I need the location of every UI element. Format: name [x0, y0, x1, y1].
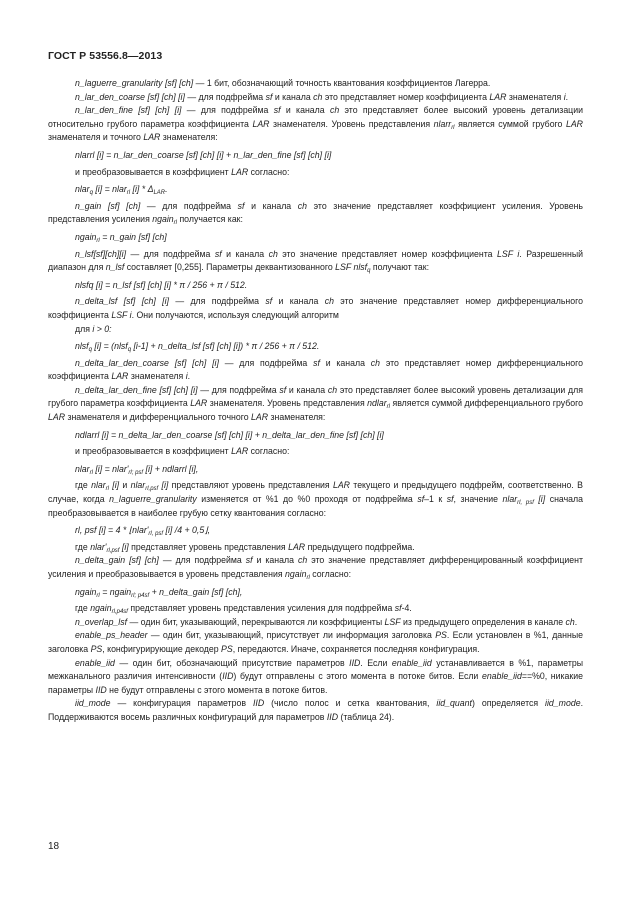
term: LAR	[251, 412, 269, 423]
paragraph-where-nlar-prev	[48, 541, 583, 555]
formula-nlsfq-delta	[48, 340, 583, 354]
subscript: LAR	[153, 190, 166, 197]
formula-part: nlar	[75, 184, 90, 195]
text: представляет уровень представления	[128, 541, 289, 552]
text: согласно:	[309, 569, 352, 579]
text: . Они получаются, используя следующий алгоритм	[131, 309, 339, 320]
term: nlar	[502, 494, 518, 505]
term: ch	[324, 296, 334, 307]
term: enable_iid	[481, 671, 522, 682]
text: предыдущего подфрейма.	[305, 541, 415, 552]
term: PS	[435, 630, 447, 641]
term: [i]	[109, 480, 120, 491]
text: и канала	[272, 91, 314, 102]
term: [i]	[158, 480, 169, 491]
term: n_lsf	[105, 262, 125, 273]
paragraph-enable-ps-header	[48, 629, 583, 656]
formula-ndlarrl: ndlarrl [i] = n_delta_lar_den_coarse [sf] [ch] [i] + n_delta_lar_den_fine [sf] [ch] [i]	[75, 429, 384, 440]
text: и канала	[280, 105, 330, 116]
term: LAR	[143, 132, 161, 143]
text: сначала преобразовывается в наиболее грубую сетку квантования согласно:	[48, 494, 583, 518]
formula-nlsfq: nlsfq [i] = n_lsf [sf] [ch] [i] * π / 256 + π / 512.	[75, 279, 248, 290]
text: — конфигурация параметров	[110, 698, 253, 709]
text: -4.	[401, 603, 412, 614]
subscript: rl,psf	[106, 547, 120, 554]
term: LSF i	[111, 309, 132, 320]
formula-part: ngain	[75, 231, 97, 242]
subscript: q	[88, 347, 92, 354]
formula-part: ngain	[75, 586, 97, 597]
text: — для подфрейма	[218, 357, 314, 368]
term: ngain	[285, 569, 307, 579]
term: n_lsf[sf][ch][i]	[75, 248, 127, 259]
subscript: rl,p4sf	[111, 609, 128, 616]
term: LSF nlsf	[335, 262, 368, 273]
formula-part: [i] * Δ	[130, 184, 154, 195]
text: и канала	[252, 555, 298, 566]
text: . Разрешенный диапазон для	[48, 248, 584, 273]
paragraph-condition	[48, 323, 583, 337]
term: sf	[265, 91, 273, 102]
term: sf	[245, 555, 253, 566]
term: LAR	[565, 118, 584, 129]
term: LSF	[384, 616, 401, 627]
text: –1 к	[424, 494, 447, 505]
term: n_delta_gain [sf] [ch]	[75, 555, 159, 566]
paragraph-where-nlar	[48, 479, 583, 520]
term: LAR	[231, 446, 249, 457]
text: это представляет более высокий уровень детализации для грубого параметра коэффициента	[48, 384, 583, 409]
paragraph-n-overlap-lsf	[48, 616, 583, 630]
formula-part: [i] = (nlsf	[91, 341, 128, 352]
term: LAR	[231, 166, 249, 177]
subscript: q	[127, 347, 132, 354]
subscript: rl; p4sf	[131, 592, 150, 599]
term: ch	[370, 357, 381, 368]
paragraph-lar-den-fine	[48, 104, 583, 145]
text: это значение представляет номер дифференциального коэффициента	[48, 296, 583, 320]
term: i	[185, 371, 188, 382]
term: enable_ps_header	[75, 630, 148, 641]
term: ch	[297, 200, 308, 211]
text: и канала	[272, 296, 325, 307]
term: i	[563, 91, 566, 102]
text: получают так:	[370, 262, 430, 273]
subscript: rl	[96, 592, 100, 599]
text: где	[75, 480, 92, 491]
text: . Поддерживаются восемь различных конфигураций для параметров	[48, 698, 583, 722]
text: и канала	[286, 384, 328, 395]
text: знаменателя. Уровень представления	[207, 398, 368, 409]
term: sf	[214, 248, 222, 259]
paragraph-n-delta-gain	[48, 554, 583, 581]
term: IID	[326, 711, 339, 722]
subscript: rl	[105, 486, 110, 493]
text: знаменателя и дифференциального точного	[65, 412, 252, 423]
term: ch	[565, 616, 575, 627]
text: для	[75, 323, 93, 334]
term: nlar'	[90, 541, 107, 552]
term: n_delta_lar_den_coarse [sf] [ch] [i]	[75, 357, 219, 368]
text: согласно:	[248, 446, 290, 457]
text: где	[75, 603, 91, 614]
text: .	[574, 616, 578, 627]
term: IID	[349, 657, 361, 668]
text: это значение представляет коэффициент усиления. Уровень представления усиления	[48, 200, 583, 225]
term: LAR	[332, 480, 350, 491]
term: sf	[237, 200, 245, 211]
subscript: rl,psf	[145, 486, 159, 493]
term: LAR	[288, 541, 306, 552]
term: n_laguerre_granularity [sf] [ch]	[75, 78, 194, 88]
subscript: rl	[386, 404, 390, 411]
text: — один бит, указывающий, присутствует ли информация заголовка	[147, 630, 436, 641]
text: текущего и предыдущего подфрейм, соответственно. В случае, когда	[48, 480, 583, 505]
text: . Если установлен в %1, данные заголовка	[48, 630, 583, 654]
subscript: rl	[306, 575, 310, 581]
text: ) будут отправлены с этого момента в потоке битов. Если	[233, 671, 482, 682]
formula-part: [i] = nlar	[92, 184, 127, 195]
formula-nlarrl-2	[48, 463, 583, 477]
term: sf	[279, 384, 287, 395]
term: i > 0:	[92, 323, 112, 334]
text: и канала	[221, 248, 269, 259]
term: LAR	[190, 398, 208, 409]
text: .	[187, 371, 191, 382]
formula-nlarrl: nlarrl [i] = n_lar_den_coarse [sf] [ch] [i] + n_lar_den_fine [sf] [ch] [i]	[75, 149, 332, 160]
text: — 1 бит, обозначающий точность квантования коэффициентов Лагерра.	[193, 78, 491, 88]
term: enable_iid	[391, 657, 432, 668]
text: и преобразовывается в коэффициент	[75, 446, 232, 457]
paragraph-n-gain	[48, 200, 583, 227]
term: IID	[222, 671, 234, 682]
text: — для подфрейма	[181, 105, 274, 116]
subscript: rl; psf	[128, 469, 144, 476]
text: , конфигурирующие декодер	[102, 643, 222, 654]
term: n_lar_den_coarse [sf] [ch] [i]	[75, 91, 185, 102]
paragraph-n-lsf	[48, 248, 583, 275]
text: . Если	[360, 657, 392, 668]
text: знаменателя:	[160, 132, 218, 143]
text: — для подфрейма	[168, 296, 266, 307]
text: получается как:	[177, 214, 243, 225]
term: PS	[90, 643, 103, 654]
term: IID	[252, 698, 265, 709]
term: ch	[297, 555, 308, 566]
term: n_delta_lsf [sf] [ch] [i]	[75, 296, 169, 307]
term: n_laguerre_granularity	[109, 494, 197, 505]
term: sf	[273, 105, 281, 116]
text: знаменателя	[128, 371, 186, 382]
subscript: q	[367, 268, 371, 275]
paragraph-n-delta-lsf	[48, 295, 583, 322]
paragraph-where-ngain	[48, 602, 583, 616]
subscript: rl	[89, 469, 93, 476]
term: [i]	[119, 541, 129, 552]
term: sf	[313, 357, 320, 368]
text: ) определяется	[471, 698, 546, 709]
paragraph-enable-iid	[48, 657, 583, 698]
formula-part: .	[165, 184, 168, 195]
formula-part: nlsf	[75, 341, 89, 352]
text: это значение представляет номер коэффициента	[277, 248, 497, 259]
term: n_delta_lar_den_fine [sf] [ch] [i]	[75, 384, 198, 395]
text: — один бит, обозначающий присутствие параметров	[114, 657, 350, 668]
term: iid_quant	[436, 698, 472, 709]
subscript: rl	[173, 220, 178, 227]
term: enable_iid	[75, 657, 115, 668]
formula-ngain-delta	[48, 586, 583, 600]
formula-part: nlar	[75, 463, 90, 474]
term: iid_mode	[75, 698, 111, 709]
text: это представляет номер коэффициента	[322, 91, 490, 102]
text: знаменателя и точного	[48, 132, 144, 143]
term: LAR	[489, 91, 507, 102]
formula-ngain	[48, 231, 583, 245]
subscript: rl	[96, 237, 100, 244]
term: ch	[313, 91, 323, 102]
text: является суммой грубого	[454, 118, 566, 129]
term: PS	[221, 643, 233, 654]
text: согласно:	[248, 166, 290, 177]
formula-part: rl, psf [i] = 4 * ⌊nlar'	[75, 525, 149, 536]
text: и	[119, 480, 131, 491]
paragraph-lar-den-coarse	[48, 91, 583, 105]
term: sf	[417, 494, 425, 505]
term: ngain	[90, 603, 112, 614]
text: из предыдущего определения в канале	[400, 616, 566, 627]
term: nlar	[91, 480, 106, 491]
term: LAR	[48, 412, 66, 423]
paragraph-convert-lar	[48, 166, 583, 180]
formula-part: [i] + ndlarrl [i],	[143, 463, 199, 474]
subscript: q	[89, 190, 93, 197]
term: [i]	[533, 494, 546, 505]
term: sf	[446, 494, 454, 505]
term: ngain	[152, 214, 174, 225]
term: LAR	[111, 371, 129, 382]
text: — для подфрейма	[158, 555, 246, 566]
term: iid_mode	[545, 698, 581, 709]
term: LAR	[252, 118, 270, 129]
text: (число полос и сетка квантования,	[264, 698, 437, 709]
text: и канала	[244, 200, 298, 211]
formula-nlarq	[48, 183, 583, 197]
term: nlarr	[433, 118, 452, 129]
text: — для подфрейма	[126, 248, 215, 259]
text: где	[75, 541, 91, 552]
text: — для подфрейма	[197, 384, 280, 395]
formula-part: [i] = nlar'	[92, 463, 129, 474]
text: и канала	[319, 357, 371, 368]
text: изменяется от %1 до %0 проходя от подфрейма	[196, 494, 418, 505]
term: n_gain [sf] [ch]	[75, 200, 141, 211]
formula-part: [i] /4 + 0,5⌋,	[163, 525, 211, 536]
text: знаменателя. Уровень представления	[269, 118, 434, 129]
subscript: rl	[126, 190, 131, 197]
subscript: rl, psf	[517, 500, 534, 507]
text: знаменателя	[506, 91, 564, 102]
text: является суммой дифференциального грубого	[389, 398, 583, 409]
formula-part: [i-1] + n_delta_lsf [sf] [ch] [i]) * π / 256 + π / 512.	[131, 341, 320, 352]
term: ndlar	[367, 398, 387, 409]
text: — для подфрейма	[140, 200, 238, 211]
formula-part: = ngain	[99, 586, 132, 597]
paragraph-delta-lar-fine	[48, 384, 583, 425]
text: , передаются. Иначе, сохраняется последняя конфигурация.	[232, 643, 480, 654]
text: это значение представляет дифференцированный коэффициент усиления и преобразовывается в уровень представления	[48, 555, 583, 579]
text: это представляет более высокий уровень детализации относительно грубого параметра коэффициента	[48, 105, 583, 129]
term: sf	[265, 296, 273, 307]
paragraph-iid-mode	[48, 697, 583, 724]
term: n_overlap_lsf	[75, 616, 128, 627]
text: — один бит, указывающий, перекрываются ли коэффициенты	[127, 616, 385, 627]
term: sf	[394, 603, 402, 614]
text: — для подфрейма	[184, 91, 266, 102]
formula-part: = n_gain [sf] [ch]	[99, 231, 167, 242]
text: , значение	[453, 494, 503, 505]
document-body	[48, 77, 583, 725]
text: (таблица 24).	[338, 711, 395, 722]
text: устанавливается в %1, параметры межканального различия интенсивности (	[48, 657, 584, 682]
text: это представляет номер дифференциального коэффициента	[48, 357, 583, 382]
text: ==%0, никакие параметры	[48, 671, 583, 695]
text: представляют уровень представления	[168, 480, 333, 491]
term: ch	[329, 105, 340, 116]
text: .	[565, 91, 569, 102]
paragraph-delta-lar-coarse	[48, 357, 583, 384]
paragraph-convert-lar-2	[48, 445, 583, 459]
term: nlar	[130, 480, 146, 491]
page-number: 18	[48, 841, 60, 852]
paragraph-laguerre-granularity	[48, 77, 583, 91]
text: и преобразовывается в коэффициент	[75, 166, 232, 177]
document-header: ГОСТ Р 53556.8—2013	[48, 50, 163, 62]
formula-part: + n_delta_gain [sf] [ch],	[149, 586, 243, 597]
term: ch	[327, 384, 338, 395]
term: LSF i	[497, 248, 520, 259]
term: IID	[95, 684, 107, 695]
subscript: rl, psf	[148, 531, 164, 538]
term: ch	[268, 248, 278, 259]
text: знаменателя:	[268, 412, 326, 423]
subscript: rl	[451, 124, 455, 131]
text: составляет [0,255]. Параметры деквантизованного	[124, 262, 336, 273]
text: не будут отправлены с этого момента в потоке битов.	[106, 684, 328, 695]
formula-quantize	[48, 524, 583, 538]
text: представляет уровень представления усиления для подфрейма	[127, 603, 395, 614]
term: n_lar_den_fine [sf] [ch] [i]	[75, 105, 182, 116]
